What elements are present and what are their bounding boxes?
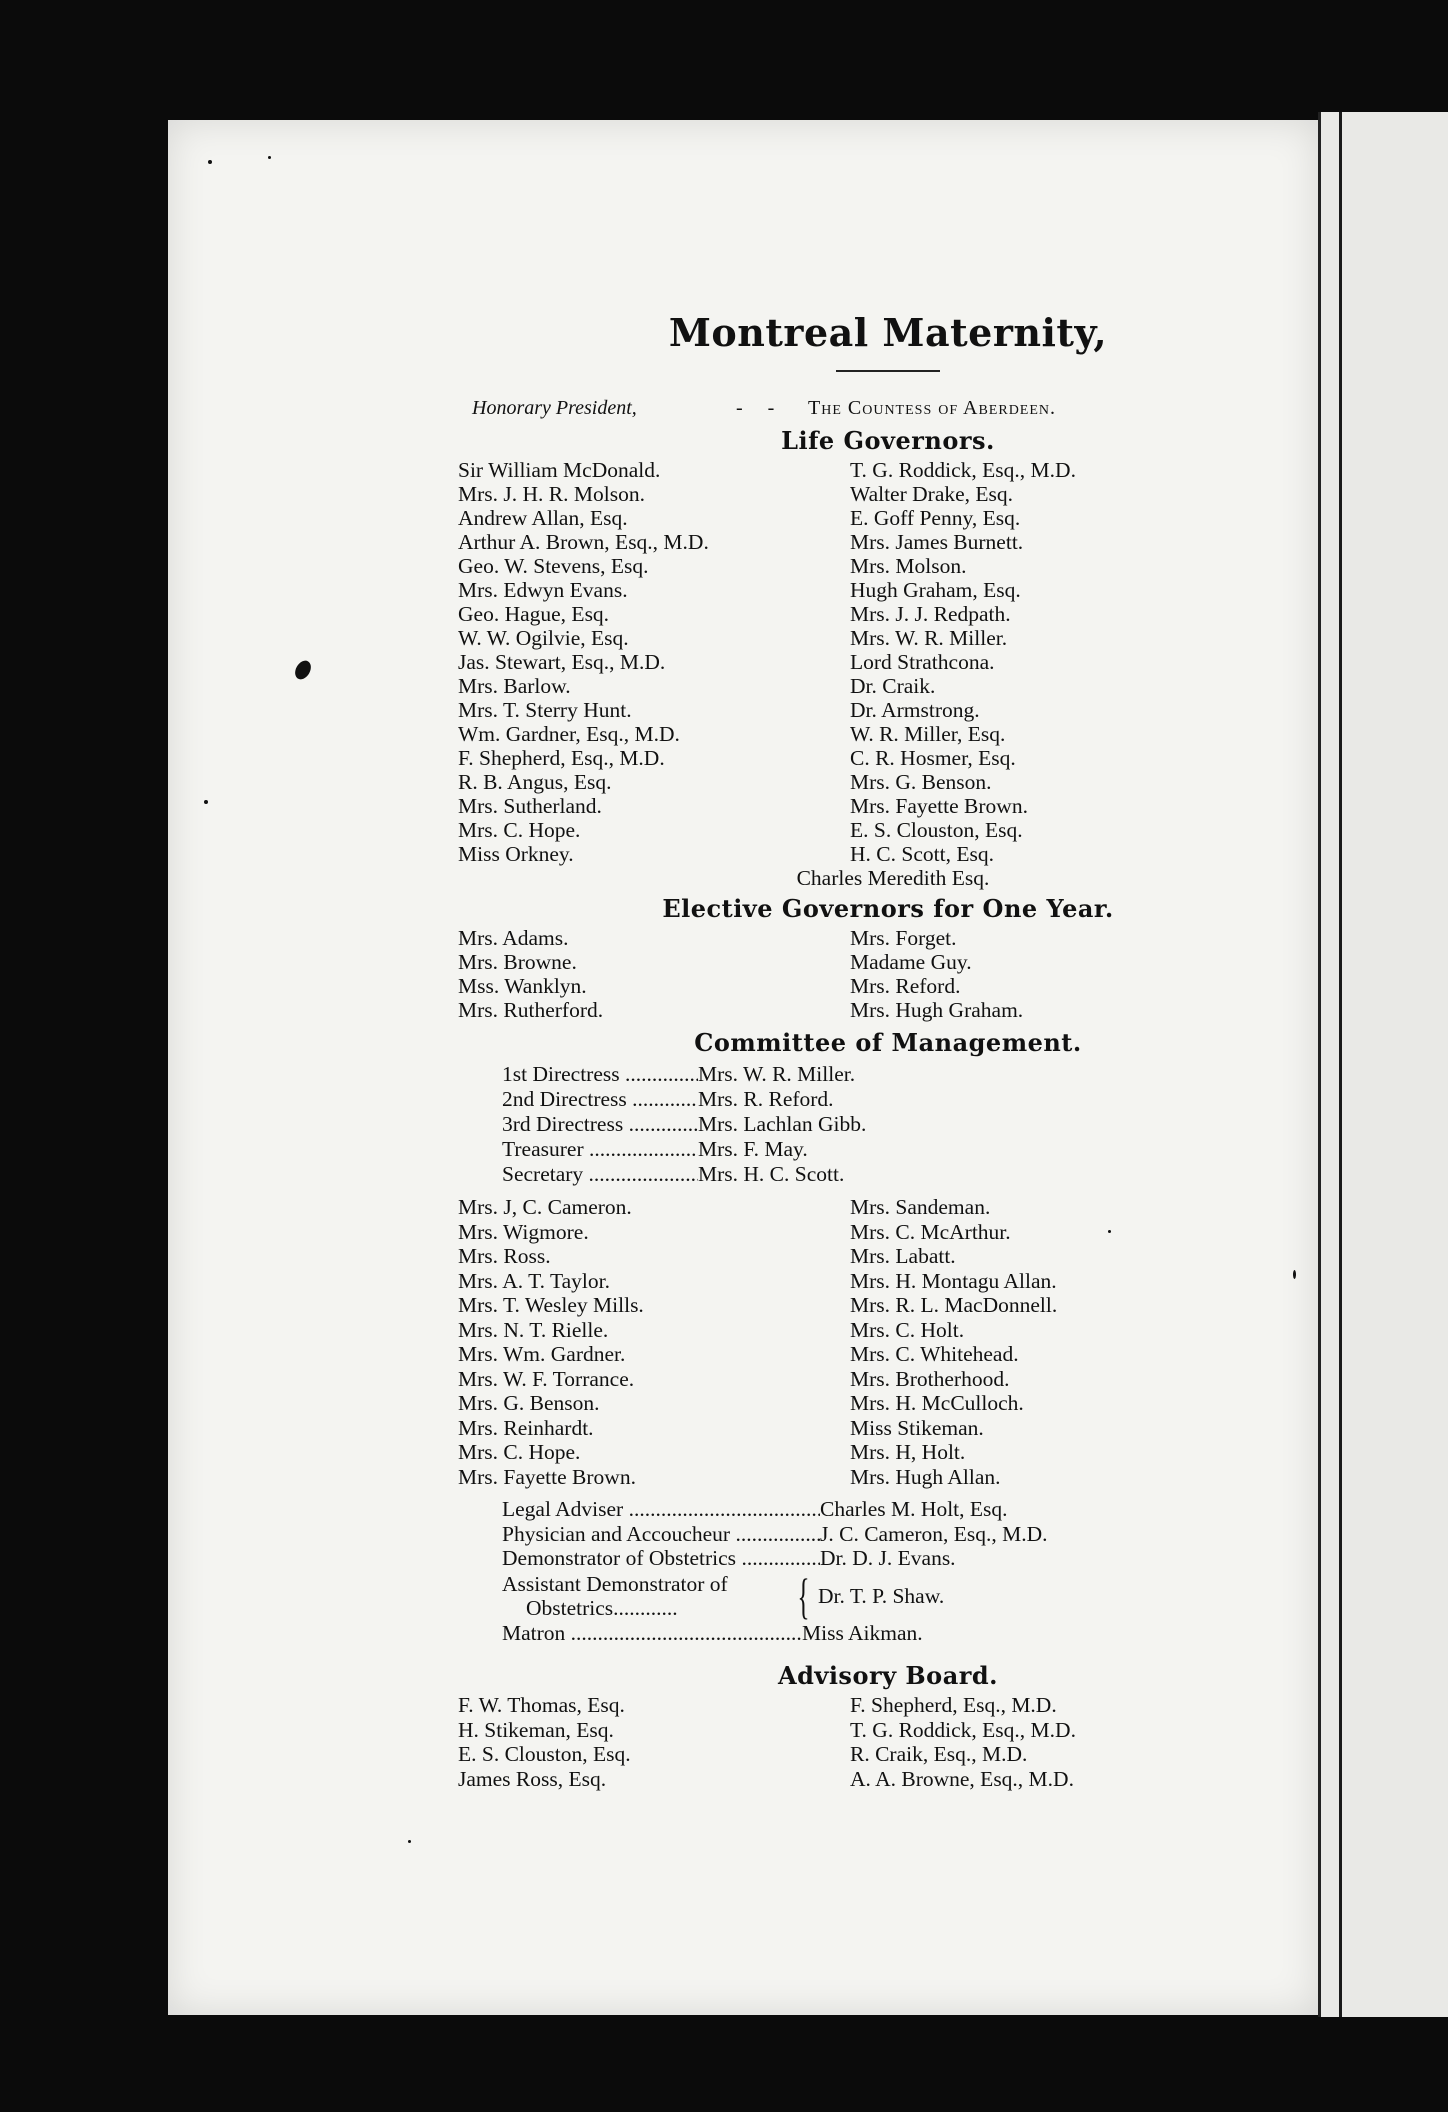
elective-governors-right-column [850,926,1318,1022]
list-item: Mrs. T. Wesley Mills. [458,1293,644,1317]
assistant-demonstrator-name: Dr. T. P. Shaw. [818,1583,945,1608]
advisory-left-column [458,1693,850,1791]
list-item: Mrs. Wm. Gardner. [458,1342,626,1366]
officer-row [502,1162,1318,1187]
list-item: Mrs. Adams. [458,926,569,950]
list-item: Mrs. Brotherhood. [850,1366,1010,1391]
title-rule [836,370,940,372]
list-item: James Ross, Esq. [458,1766,607,1791]
list-item: Mrs. Molson. [850,554,967,578]
committee-heading: Committee of Management. [694,1028,1082,1057]
appointment-role: Matron ..... [502,1621,802,1646]
list-item: Mrs. C. Holt. [850,1317,965,1342]
officer-role: 2nd Directress ..... [502,1087,698,1112]
advisory-board-heading: Advisory Board. [777,1661,999,1690]
honorary-president-line [458,396,1318,424]
list-item: Sir William McDonald. [458,458,661,482]
list-item: F. Shepherd, Esq., M.D. [850,1693,1057,1717]
list-item: Miss Stikeman. [850,1415,984,1440]
officer-row [502,1112,1318,1137]
list-item: Andrew Allan, Esq. [458,506,628,530]
committee-right-column [850,1195,1318,1489]
list-item: R. Craik, Esq., M.D. [850,1742,1028,1766]
life-governors-right-column [850,458,1318,866]
appointment-row [502,1546,1318,1571]
assistant-demonstrator-row [502,1567,1318,1624]
officer-name: Mrs. R. Reford. [698,1087,834,1111]
list-item: F. W. Thomas, Esq. [458,1693,625,1717]
officer-role: Treasurer ..... [502,1137,698,1162]
committee-appointments [458,1497,1318,1645]
list-item: Mrs. G. Benson. [458,1391,600,1415]
list-item: Mrs. Rutherford. [458,998,604,1022]
officer-role: 1st Directress ..... [502,1062,698,1087]
officer-row [502,1062,1318,1087]
list-item: Mrs. C. Hope. [458,818,581,842]
brace-glyph: { [797,1567,810,1624]
list-item: Mrs. Labatt. [850,1244,956,1268]
list-item: Dr. Armstrong. [850,698,980,722]
committee-members-list [458,1195,1318,1489]
list-item: Arthur A. Brown, Esq., M.D. [458,530,709,554]
appointment-name: Charles M. Holt, Esq. [820,1497,1008,1521]
life-governors-list [458,458,1318,866]
life-governors-left-column [458,458,850,866]
adjacent-page-edge [1318,112,1448,2017]
list-item: Mrs. J. J. Redpath. [850,602,1011,626]
list-item: Wm. Gardner, Esq., M.D. [458,722,680,746]
list-item: Hugh Graham, Esq. [850,578,1021,602]
elective-governors-left-column [458,926,850,1022]
page-title: Montreal Maternity, [668,310,1108,355]
list-item: Mrs. H, Holt. [850,1440,966,1464]
honorary-president-name: The Countess of Aberdeen. [808,397,1057,419]
list-item: Mrs. Reford. [850,974,961,998]
list-item: Mrs. G. Benson. [850,770,992,794]
list-item: Mrs. Barlow. [458,674,571,698]
list-item: H. C. Scott, Esq. [850,842,994,866]
list-item: Mrs. Fayette Brown. [458,1464,636,1489]
appointment-name: Dr. D. J. Evans. [820,1546,956,1570]
honorary-president-dash: - - [736,397,785,419]
list-item: Mrs. W. R. Miller. [850,626,1008,650]
list-item: Mrs. H. McCulloch. [850,1391,1024,1415]
officer-name: Mrs. W. R. Miller. [698,1062,856,1086]
appointment-row [502,1522,1318,1547]
life-governors-heading: Life Governors. [781,426,995,455]
officer-name: Mrs. Lachlan Gibb. [698,1112,867,1136]
elective-governors-list [458,926,1318,1022]
list-item: R. B. Angus, Esq. [458,770,612,794]
list-item: Mrs. T. Sterry Hunt. [458,698,632,722]
list-item: T. G. Roddick, Esq., M.D. [850,1717,1076,1742]
list-item: Mrs. Wigmore. [458,1219,589,1244]
document-content [458,310,1318,1791]
list-item: Mrs. R. L. MacDonnell. [850,1293,1058,1317]
list-item: F. Shepherd, Esq., M.D. [458,746,665,770]
appointment-role: Physician and Accoucheur ..... [502,1522,820,1547]
list-item: Mrs. N. T. Rielle. [458,1317,609,1342]
list-item: Mrs. Hugh Allan. [850,1464,1001,1489]
list-item: Geo. W. Stevens, Esq. [458,554,649,578]
list-item: Geo. Hague, Esq. [458,602,610,626]
assistant-role-line-2: Obstetrics............ [526,1595,678,1620]
list-item: Mrs. Ross. [458,1244,551,1268]
officer-role: Secretary ..... [502,1162,698,1187]
list-item: Miss Orkney. [458,842,574,866]
list-item: T. G. Roddick, Esq., M.D. [850,458,1076,482]
list-item: Mss. Wanklyn. [458,974,587,998]
appointment-role: Legal Adviser ..... [502,1497,820,1522]
honorary-president-label: Honorary President, [472,397,637,419]
list-item: C. R. Hosmer, Esq. [850,746,1016,770]
list-item: Mrs. C. Hope. [458,1440,581,1464]
list-item: Mrs. W. F. Torrance. [458,1366,635,1391]
list-item: Mrs. Sandeman. [850,1195,991,1219]
list-item: Mrs. Fayette Brown. [850,794,1028,818]
list-item: Mrs. J, C. Cameron. [458,1195,632,1219]
officer-row [502,1137,1318,1162]
document-page [168,120,1318,2015]
elective-governors-heading: Elective Governors for One Year. [662,894,1114,923]
appointment-name: J. C. Cameron, Esq., M.D. [820,1521,1048,1546]
list-item: Dr. Craik. [850,674,936,698]
officer-name: Mrs. H. C. Scott. [698,1162,845,1186]
assistant-demonstrator-role [502,1572,792,1620]
list-item: A. A. Browne, Esq., M.D. [850,1766,1074,1791]
appointment-name: Miss Aikman. [802,1620,923,1645]
officer-name: Mrs. F. May. [698,1137,808,1161]
list-item: Madame Guy. [850,950,972,974]
list-item: Mrs. Reinhardt. [458,1415,594,1440]
list-item: Mrs. Hugh Graham. [850,998,1024,1022]
list-item: W. W. Ogilvie, Esq. [458,626,629,650]
list-item: Mrs. J. H. R. Molson. [458,482,645,506]
officer-role: 3rd Directress ..... [502,1112,698,1137]
advisory-board-list [458,1693,1318,1791]
list-item: Mrs. Sutherland. [458,794,602,818]
appointment-role: Demonstrator of Obstetrics ..... [502,1546,820,1571]
committee-left-column [458,1195,850,1489]
list-item: Mrs. C. Whitehead. [850,1342,1019,1366]
list-item: Mrs. C. McArthur. [850,1219,1011,1244]
advisory-right-column [850,1693,1318,1791]
list-item: Mrs. Forget. [850,926,957,950]
list-item: E. Goff Penny, Esq. [850,506,1021,530]
appointment-row [502,1497,1318,1522]
list-item: Jas. Stewart, Esq., M.D. [458,650,666,674]
list-item: Lord Strathcona. [850,650,995,674]
life-governors-center-entry: Charles Meredith Esq. [796,866,990,890]
list-item: Mrs. Edwyn Evans. [458,578,628,602]
list-item: E. S. Clouston, Esq. [850,818,1023,842]
list-item: Walter Drake, Esq. [850,482,1014,506]
list-item: H. Stikeman, Esq. [458,1717,614,1742]
appointment-row [502,1621,1318,1646]
officer-row [502,1087,1318,1112]
list-item: Mrs. Browne. [458,950,577,974]
list-item: Mrs. James Burnett. [850,530,1024,554]
list-item: E. S. Clouston, Esq. [458,1742,631,1766]
list-item: Mrs. H. Montagu Allan. [850,1268,1057,1293]
committee-officers [458,1062,1318,1187]
assistant-role-line-1: Assistant Demonstrator of [502,1571,728,1596]
list-item: Mrs. A. T. Taylor. [458,1268,610,1293]
list-item: W. R. Miller, Esq. [850,722,1006,746]
